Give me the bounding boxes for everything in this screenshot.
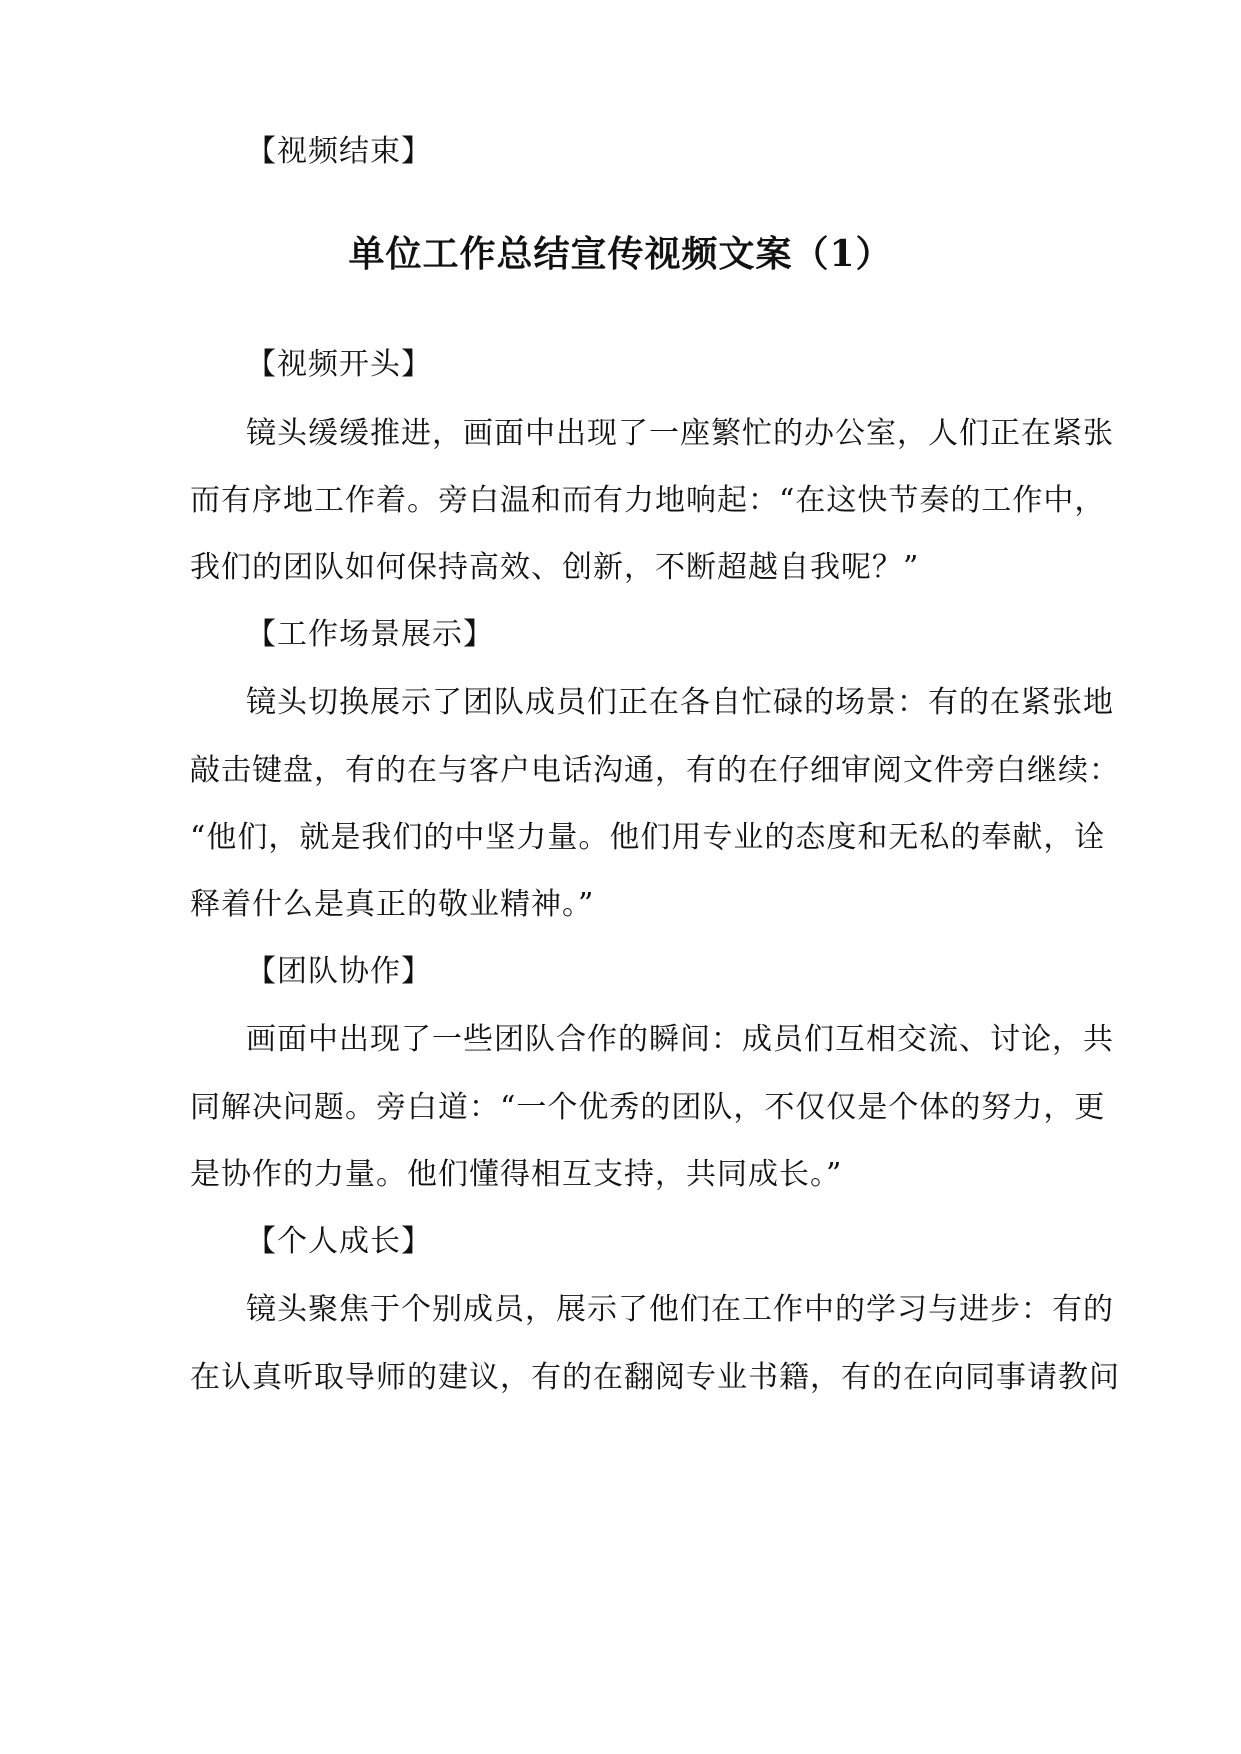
paragraph-line: 而有序地工作着。旁白温和而有力地响起：“在这快节奏的工作中， [190,483,1106,518]
section-end-marker: 【视频结束】 [246,134,432,169]
paragraph-line: 同解决问题。旁白道：“一个优秀的团队，不仅仅是个体的努力，更 [190,1090,1106,1125]
paragraph-line: 镜头聚焦于个别成员，展示了他们在工作中的学习与进步：有的 [246,1292,1114,1327]
paragraph-line: 是协作的力量。他们懂得相互支持，共同成长。” [190,1157,843,1192]
paragraph-line: 敲击键盘，有的在与客户电话沟通，有的在仔细审阅文件旁白继续： [190,753,1120,788]
paragraph-line: “他们，就是我们的中坚力量。他们用专业的态度和无私的奉献，诠 [190,820,1106,855]
paragraph-line: 我们的团队如何保持高效、创新，不断超越自我呢？” [190,550,920,585]
paragraph-line: 在认真听取导师的建议，有的在翻阅专业书籍，有的在向同事请教问 [190,1360,1120,1395]
section-heading-teamwork: 【团队协作】 [246,954,432,989]
section-heading-personal-growth: 【个人成长】 [246,1224,432,1259]
section-heading-work-scenes: 【工作场景展示】 [246,617,494,652]
page-title: 单位工作总结宣传视频文案（1） [348,233,893,275]
paragraph-line: 镜头切换展示了团队成员们正在各自忙碌的场景：有的在紧张地 [246,685,1114,720]
paragraph-line: 画面中出现了一些团队合作的瞬间：成员们互相交流、讨论，共 [246,1022,1114,1057]
section-heading-opening: 【视频开头】 [246,347,432,382]
paragraph-line: 释着什么是真正的敬业精神。” [190,887,595,922]
paragraph-line: 镜头缓缓推进，画面中出现了一座繁忙的办公室，人们正在紧张 [246,416,1114,451]
